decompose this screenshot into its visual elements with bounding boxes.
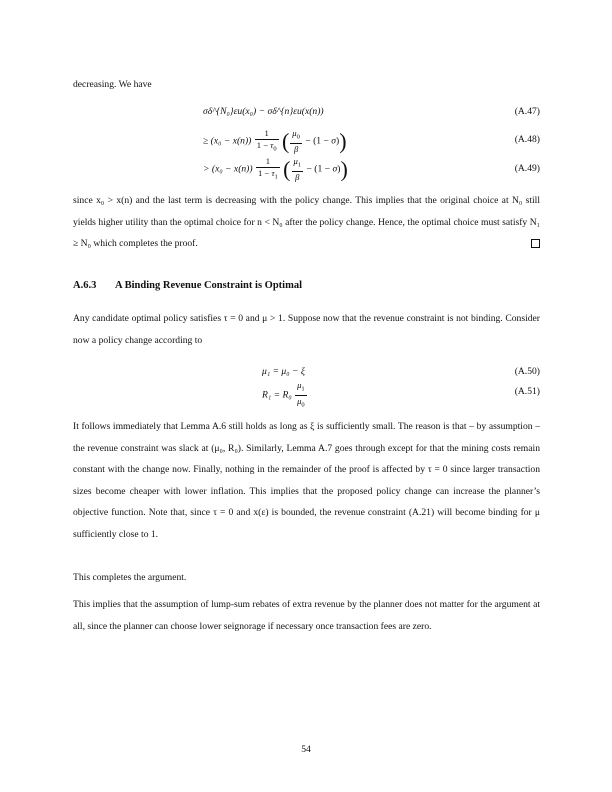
equation-a50 [262,366,305,377]
equation-a51 [262,380,308,410]
paragraph-follows: It follows immediately that Lemma A.6 still holds as long as ξ is sufficiently small. The reason is that – by assumption – the revenue constraint was slack at (μ₀, R₀). Similarly, Lemma A.7 goes through except for that the mining costs remain constant with the change now. Finally, nothing in the remainder of the proof is affected by τ = 0 since larger transaction sizes become cheaper with lower inflation. This implies that the proposed policy change can increase the planner’s objective function. Note that, since τ = 0 and x(ε) is bounded, the revenue constraint (A.21) will become binding for μ sufficiently close to 1. [73,421,540,540]
page-number: 54 [301,744,311,755]
equation-a47 [203,106,324,117]
equation-a48-prefix: ≥ (x₀ − x(n)) [203,135,252,147]
equation-number-a47: (A.47) [514,106,540,117]
paragraph-intro: decreasing. We have [73,79,152,90]
section-heading [73,280,302,291]
equation-a49-prefix: > (x₀ − x(n)) [203,163,253,175]
paragraph-since-text: since x₀ > x(n) and the last term is decreasing with the policy change. This implies that the original choice at N₀ still yields higher utility than the optimal choice for n < N₀ after the policy change. Hence, the optimal choice must satisfy N₁ ≥ N₀ which completes the proof. [73,195,540,249]
section-title: A Binding Revenue Constraint is Optimal [115,280,302,291]
equation-number-a48: (A.48) [514,134,540,145]
qed-square-icon [531,239,540,248]
fraction-one-over-one-minus-tau1: $\frac{1}{1 - \tau_1}$ [257,156,278,181]
equation-a47-body: σδ^{N₀}εu(x₀) − σδ^{n}εu(x(n)) [203,106,324,117]
paragraph-since [73,190,540,255]
equation-a49: > (x₀ − x(n)) $\frac{1}{1 - \tau_1}$ ( $\frac{\mu_1}{\beta}$ − (1 − σ)) [203,156,348,182]
paragraph-implies: This implies that the assumption of lump-sum rebates of extra revenue by the planner does not matter for the argument at all, since the planner can choose lower seignorage if necessary once transaction fees are zero. [73,599,540,632]
equation-number-a49: (A.49) [514,163,540,174]
fraction-mu1-over-mu0: $\frac{\mu_1}{\mu_0}$ [297,380,305,409]
fraction-mu0-over-beta: $\frac{\mu_0}{\beta}$ [292,128,300,154]
equation-a48: ≥ (x₀ − x(n)) $\frac{1}{1 - \tau_0}$ ( $\frac{\mu_0}{\beta}$ − (1 − σ)) [203,128,347,154]
section-number: A.6.3 [73,280,97,291]
equation-a51-prefix: R₁ = R₀ [262,389,292,401]
fraction-mu1-over-beta: $\frac{\mu_1}{\beta}$ [293,156,302,182]
paragraph-candidate: Any candidate optimal policy satisfies τ = 0 and μ > 1. Suppose now that the revenue constraint is not binding. Consider now a policy change according to [73,313,540,346]
equation-a50-body: μ₁ = μ₀ − ξ [262,366,305,377]
fraction-one-over-one-minus-tau0: $\frac{1}{1 - \tau_0}$ [256,128,277,153]
paragraph-completes: This completes the argument. [73,572,187,583]
equation-number-a51: (A.51) [514,386,540,397]
equation-number-a50: (A.50) [514,366,540,377]
